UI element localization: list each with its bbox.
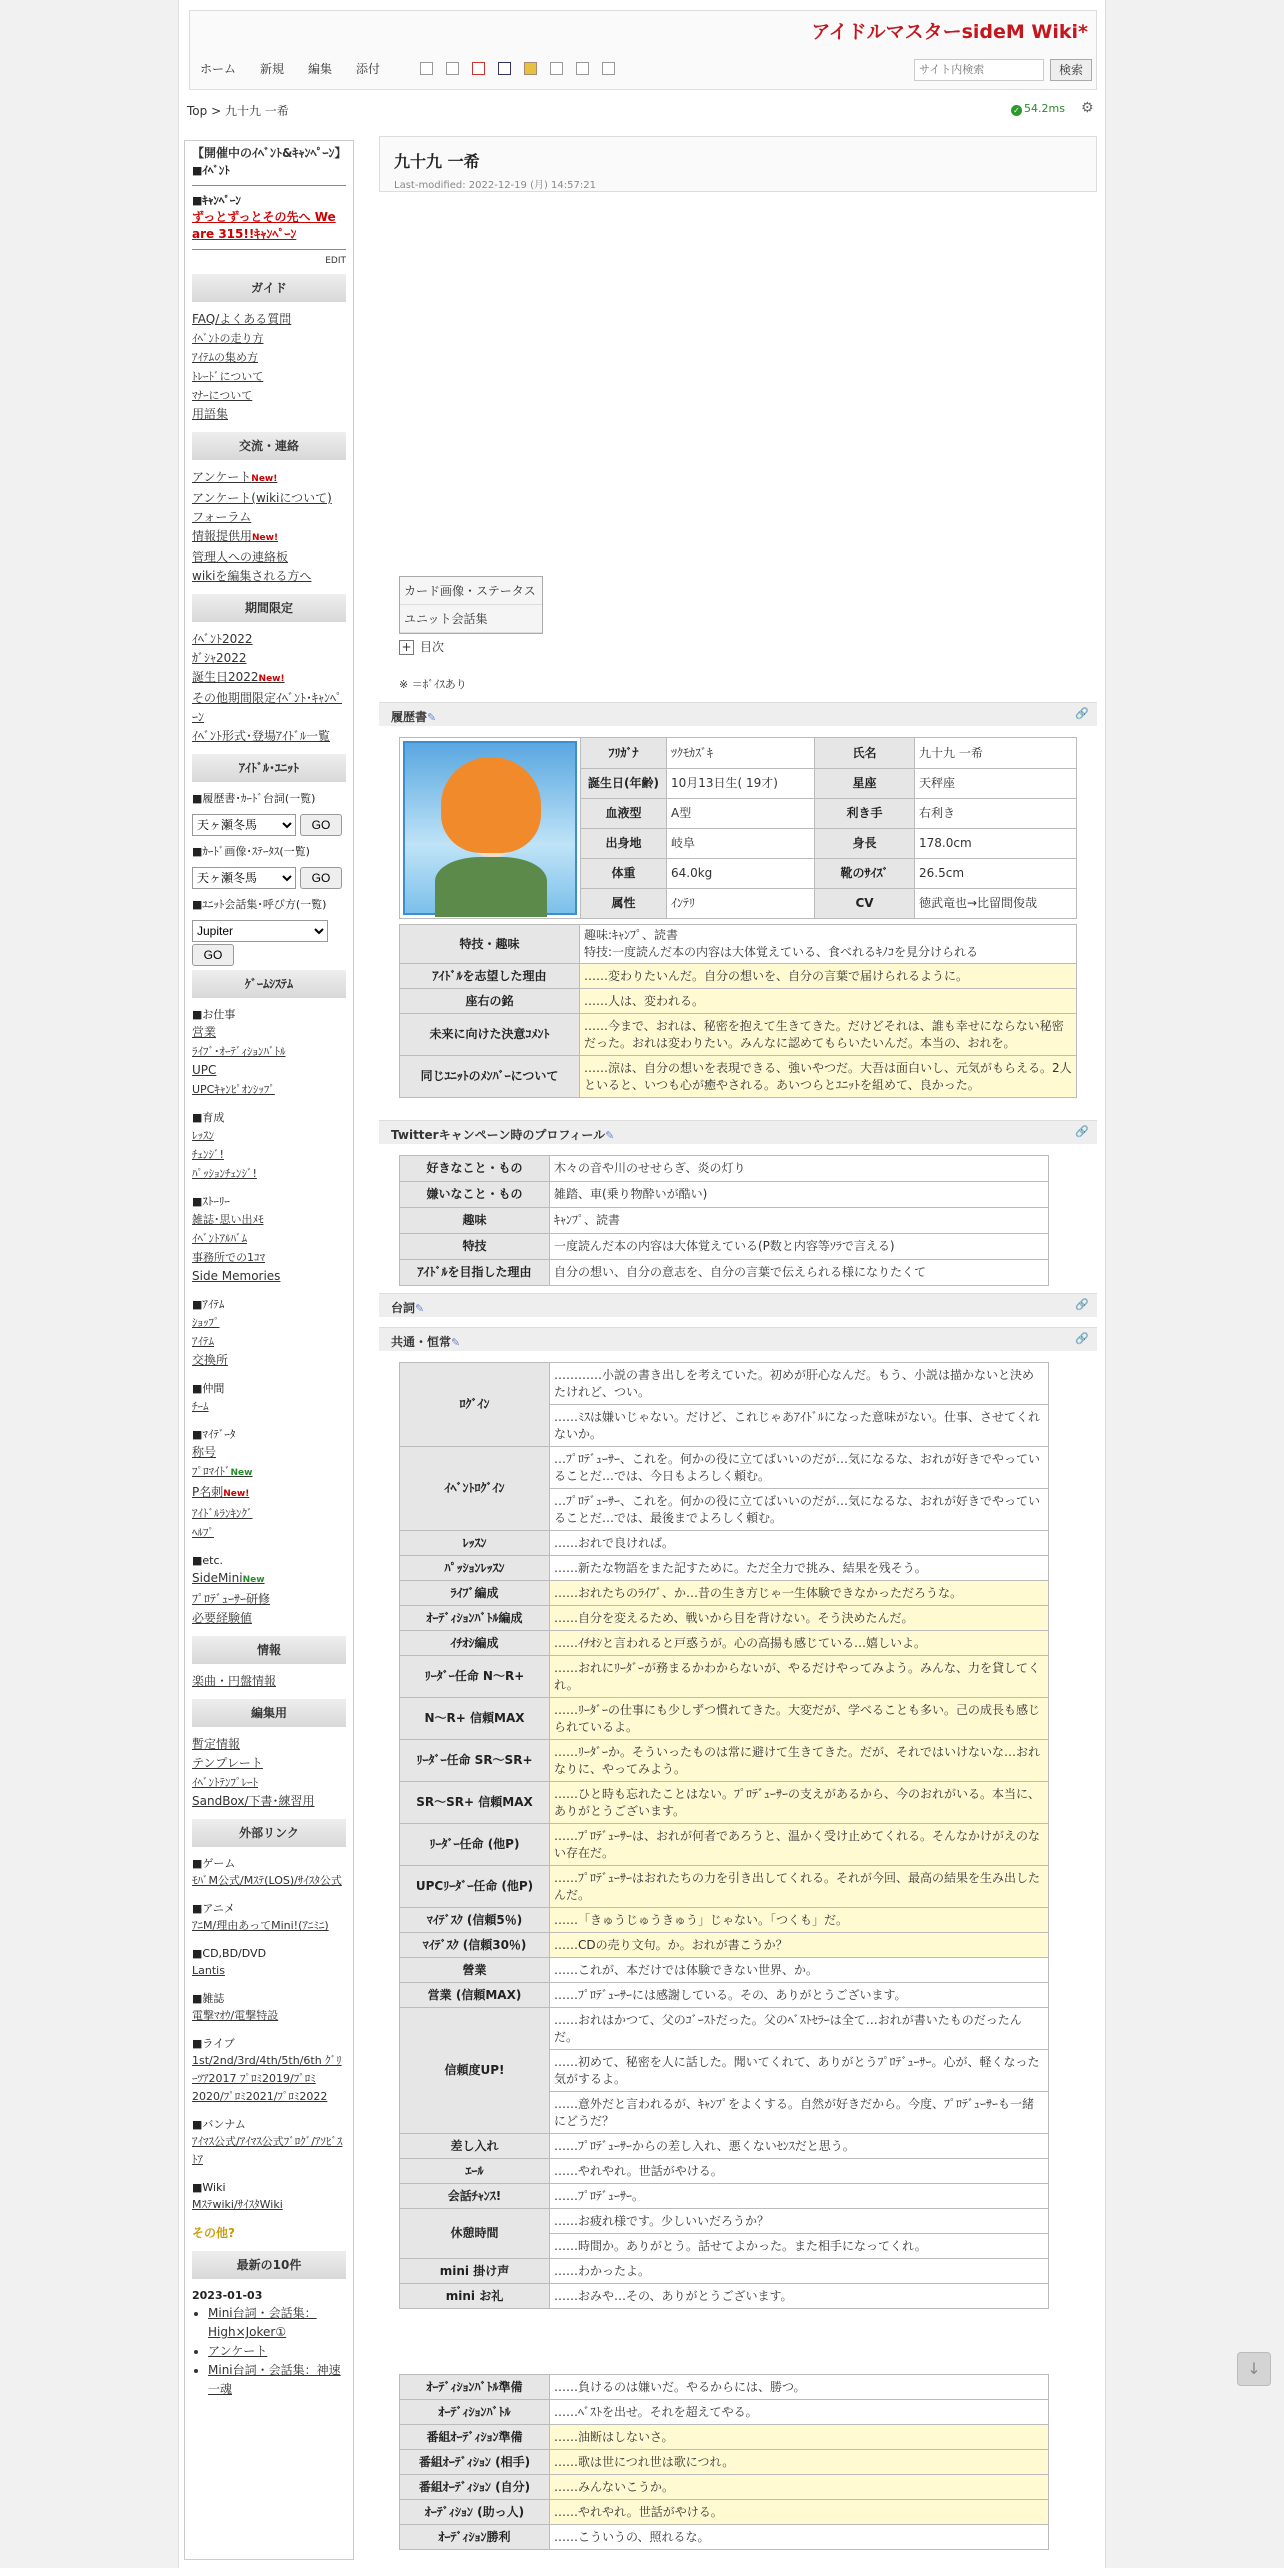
line-key: ﾏｲﾃﾞｽｸ (信頼30％) (400, 1933, 550, 1958)
nav-edit[interactable]: 編集 (308, 62, 333, 76)
top-nav (200, 60, 404, 77)
line-key: mini お礼 (400, 2284, 550, 2309)
link-unit-talk[interactable]: ユニット会話集 (400, 605, 542, 633)
line-value: ……油断はしないさ。 (550, 2425, 1049, 2450)
title-box (379, 136, 1097, 192)
sidebar-link[interactable]: P名刺New! (192, 1485, 250, 1499)
sidebar-link[interactable]: フォーラム (192, 510, 252, 524)
breadcrumb-page: 九十九 一希 (224, 104, 289, 118)
line-value: ……おれで良ければ。 (550, 1531, 1049, 1556)
idol-sub-label: ■ﾕﾆｯﾄ会話集･呼び方(一覧) (192, 898, 327, 911)
line-value: ……初めて、秘密を人に話した。聞いてくれて、ありがとうﾌﾟﾛﾃﾞｭｰｻｰ。心が、軽くなった気がするよ。 (550, 2050, 1049, 2092)
sidebar-link[interactable]: wikiを編集される方へ (192, 569, 312, 583)
sidebar-link[interactable]: ｱｲﾄﾞﾙﾗﾝｷﾝｸﾞ (192, 1507, 253, 1520)
list-icon[interactable] (550, 62, 563, 75)
sidebar-link[interactable]: 楽曲・円盤情報 (192, 1674, 277, 1688)
portrait-cell (400, 738, 581, 919)
grow-label: ■育成 (192, 1111, 225, 1124)
line-key: 会話ﾁｬﾝｽ! (400, 2184, 550, 2209)
sidebar-link[interactable]: UPCｷｬﾝﾋﾟｵﾝｼｯﾌﾟ (192, 1083, 275, 1096)
sidebar-link[interactable]: 事務所での1ｺﾏ (192, 1251, 265, 1264)
line-key: SR～SR+ 信頼MAX (400, 1782, 550, 1824)
external-link[interactable]: ｱﾆM/理由あってMini!(ｱﾆﾐﾆ) (192, 1919, 329, 1932)
copy-icon[interactable] (420, 62, 433, 75)
lines-table-2 (399, 2374, 1049, 2550)
sidebar-link[interactable]: ﾁｰﾑ (192, 1400, 209, 1413)
line-key: 營業 (400, 1958, 550, 1983)
twitter-value: 雑踏、車(乗り物酔いが酷い) (550, 1182, 1049, 1208)
line-key: ｵｰﾃﾞｨｼｮﾝ勝利 (400, 2525, 550, 2550)
line-key: ﾏｲﾃﾞｽｸ (信頼5％) (400, 1908, 550, 1933)
line-value: ……ﾌﾟﾛﾃﾞｭｰｻｰからの差し入れ、悪くないｾﾝｽだと思う。 (550, 2134, 1049, 2159)
gear-icon[interactable]: ⚙ (1081, 100, 1094, 116)
twitter-value: 自分の想い、自分の意志を、自分の言葉で伝えられる様になりたくて (550, 1260, 1049, 1286)
page-links (399, 576, 543, 634)
line-value: ……「きゅうじゅうきゅう」じゃない。「つくも」だ。 (550, 1908, 1049, 1933)
sonota-link[interactable]: その他? (192, 2226, 235, 2240)
campaign-link[interactable]: ずっとずっとその先へ We are 315!!ｷｬﾝﾍﾟｰﾝ (192, 210, 336, 241)
idol-select-2[interactable] (192, 867, 296, 889)
sidebar-link[interactable]: テンプレート (192, 1756, 263, 1770)
recent-icon[interactable] (576, 62, 589, 75)
nav-attach[interactable]: 添付 (356, 62, 381, 76)
twitter-key: ｱｲﾄﾞﾙを目指した理由 (400, 1260, 550, 1286)
help-icon[interactable] (602, 62, 615, 75)
toc[interactable]: + 目次 (399, 638, 444, 655)
sidebar-link[interactable]: Side Memories (192, 1269, 281, 1283)
sidebar-link[interactable]: ﾊﾟｯｼｮﾝﾁｪﾝｼﾞ! (192, 1167, 257, 1180)
line-key: ｵｰﾃﾞｨｼｮﾝﾊﾞﾄﾙ編成 (400, 1606, 550, 1631)
line-value: ……おれはかつて、父のｺﾞｰｽﾄだった。父のﾍﾞｽﾄｾﾗｰは全て…おれが書いたものだったんだ。 (550, 2008, 1049, 2050)
sidebar-link[interactable]: 情報提供用New! (192, 529, 279, 543)
line-key: ﾘｰﾀﾞｰ任命 (他P) (400, 1824, 550, 1866)
line-value: ……ﾌﾟﾛﾃﾞｭｰｻｰには感謝している。その、ありがとうございます。 (550, 1983, 1049, 2008)
toolbar-icons (420, 62, 615, 75)
edit-pen-icon[interactable]: ✎ (605, 1129, 615, 1142)
line-value: ……やれやれ。世話がやける。 (550, 2500, 1049, 2525)
line-key: ﾚｯｽﾝ (400, 1531, 550, 1556)
game-heading: ｹﾞｰﾑｼｽﾃﾑ (192, 970, 346, 998)
line-value: ……おれたちのﾗｲﾌﾞ、か…昔の生き方じゃ一生体験できなかっただろうな。 (550, 1581, 1049, 1606)
line-value: ……ﾍﾞｽﾄを出せ。それを超えてやる。 (550, 2400, 1049, 2425)
line-value: ……お疲れ様です。少しいいだろうか？ (550, 2209, 1049, 2234)
line-value: ……ﾌﾟﾛﾃﾞｭｰｻｰは、おれが何者であろうと、温かく受け止めてくれる。そんなかけがえのない存在だ。 (550, 1824, 1049, 1866)
line-value: ……CDの売り文句。か。おれが書こうか？ (550, 1933, 1049, 1958)
search-input[interactable] (914, 59, 1044, 81)
breadcrumb-top[interactable]: Top (187, 104, 208, 118)
guide-list (192, 310, 346, 424)
edit-pen-icon[interactable]: ✎ (427, 711, 437, 724)
line-key: UPCﾘｰﾀﾞｰ任命 (他P) (400, 1866, 550, 1908)
sidebar-link[interactable]: ﾌﾟﾛﾃﾞｭｰｻｰ研修 (192, 1592, 271, 1606)
sidebar-link[interactable]: ｲﾍﾞﾝﾄ形式･登場ｱｲﾄﾞﾙ一覧 (192, 729, 331, 743)
sidebar-link[interactable]: SandBox/下書･練習用 (192, 1794, 315, 1808)
voice-note: ※ ＝ﾎﾞｲｽあり (399, 678, 467, 691)
line-value: ……わかったよ。 (550, 2259, 1049, 2284)
line-value: ……ﾐｽは嫌いじゃない。だけど、これじゃあｱｲﾄﾞﾙになった意味がない。仕事、させてくれないか。 (550, 1405, 1049, 1447)
twitter-value: 木々の音や川のせせらぎ、炎の灯り (550, 1156, 1049, 1182)
plus-icon[interactable]: + (399, 640, 414, 655)
page-wrapper (178, 0, 1261, 2568)
rename-icon[interactable] (446, 62, 459, 75)
item-label: ■ｱｲﾃﾑ (192, 1298, 225, 1311)
lines-table (399, 1362, 1049, 2309)
page-title: 九十九 一希 (394, 152, 480, 171)
external-label: ■雑誌 (192, 1992, 225, 2005)
profile-table: ﾌﾘｶﾞﾅ ﾂｸﾓｶｽﾞｷ 氏名 九十九 一希 誕生日(年齢) 10月13日生( 19才) 星座 天秤座 血液型 A型 利き手 右利き 出身地 岐阜 身長 178.0cm 体重 64.0kg 靴のｻｲｽﾞ 26.5cm 属性 ｲﾝﾃﾘ CV 徳武竜也→比留間俊哉 (399, 737, 1077, 919)
idol-sub-label: ■履歴書･ｶｰﾄﾞ台詞(一覧) (192, 792, 316, 805)
comm-heading: 交流・連絡 (192, 432, 346, 460)
line-value: ……おみや…その、ありがとうございます。 (550, 2284, 1049, 2309)
anchor-link-icon[interactable]: 🔗 (1075, 1332, 1089, 1345)
line-key: 差し入れ (400, 2134, 550, 2159)
sidebar-link[interactable]: ﾏﾅｰについて (192, 389, 253, 402)
line-key: ﾊﾟｯｼｮﾝﾚｯｽﾝ (400, 1556, 550, 1581)
external-label: ■CD,BD/DVD (192, 1947, 267, 1960)
sidebar-link[interactable]: 称号 (192, 1445, 217, 1459)
diff-icon[interactable] (472, 62, 485, 75)
edit-link[interactable]: EDIT (325, 256, 346, 266)
sidebar-link[interactable]: ﾁｪﾝｼﾞ! (192, 1148, 224, 1161)
line-key: ｵｰﾃﾞｨｼｮﾝﾊﾞﾄﾙ準備 (400, 2375, 550, 2400)
etc-label: ■etc. (192, 1554, 224, 1567)
line-value: ……おれにﾘｰﾀﾞｰが務まるかわからないが、やるだけやってみよう。みんな、力を貸してくれ。 (550, 1656, 1049, 1698)
line-value: …………小説の書き出しを考えていた。初めが肝心なんだ。もう、小説は描かないと決めたけれど、つい。 (550, 1363, 1049, 1405)
twitter-profile-table (399, 1155, 1049, 1286)
line-key: 信頼度UP! (400, 2008, 550, 2134)
sidebar-link[interactable]: ｱｲﾃﾑ (192, 1335, 214, 1348)
campaign-label: ■ｷｬﾝﾍﾟｰﾝ (192, 194, 241, 207)
recent-link[interactable]: • アンケート (208, 2344, 268, 2358)
idol-sub-label: ■ｶｰﾄﾞ画像･ｽﾃｰﾀｽ(一覧) (192, 845, 310, 858)
line-value: ……新たな物語をまた記すために。ただ全力で挑み、結果を残そう。 (550, 1556, 1049, 1581)
nakama-label: ■仲間 (192, 1382, 225, 1395)
twitter-key: 特技 (400, 1234, 550, 1260)
sidebar-link[interactable]: ｶﾞｼｬ2022 (192, 651, 247, 665)
external-link[interactable]: Lantis (192, 1964, 225, 1977)
external-label: ■アニメ (192, 1902, 235, 1915)
editor-heading: 編集用 (192, 1699, 346, 1727)
external-link[interactable]: ｱｲﾏｽ公式/ｱｲﾏｽ公式ﾌﾞﾛｸﾞ/ｱｿﾋﾞｽﾄｱ (192, 2135, 343, 2166)
sidebar-link[interactable]: アンケート(wikiについて) (192, 491, 332, 505)
nav-new[interactable]: 新規 (260, 62, 285, 76)
external-label: ■ライブ (192, 2037, 235, 2050)
sidebar-link[interactable]: ｲﾍﾞﾝﾄｱﾙﾊﾞﾑ (192, 1232, 247, 1245)
sidebar-link[interactable]: ｲﾍﾞﾝﾄの走り方 (192, 332, 264, 345)
sidebar-link[interactable]: ﾗｲﾌﾞ･ｵｰﾃﾞｨｼｮﾝﾊﾞﾄﾙ (192, 1045, 286, 1058)
anchor-link-icon[interactable]: 🔗 (1075, 707, 1089, 720)
sidebar-link[interactable]: その他期間限定ｲﾍﾞﾝﾄ･ｷｬﾝﾍﾟｰﾝ (192, 691, 343, 724)
line-key: ｴｰﾙ (400, 2159, 550, 2184)
sidebar-link[interactable]: 管理人への連絡板 (192, 550, 289, 564)
external-link[interactable]: 電撃ﾏｵｳ/電撃特設 (192, 2009, 279, 2022)
check-icon: ✓ (1011, 105, 1022, 116)
twitter-value: ｷｬﾝﾌﾟ、読書 (550, 1208, 1049, 1234)
scroll-down-button[interactable]: ↓ (1237, 2352, 1271, 2386)
line-value: …ﾌﾟﾛﾃﾞｭｰｻｰ、これを。何かの役に立てばいいのだが…気になるな、おれが好きでやっていることだ…では、今日もよろしく頼む。 (550, 1447, 1049, 1489)
recent-date: 2023-01-03 (192, 2289, 263, 2302)
info-heading: 情報 (192, 1636, 346, 1664)
line-key: 休憩時間 (400, 2209, 550, 2259)
line-value: ……やれやれ。世話がやける。 (550, 2159, 1049, 2184)
section-serifu: 台詞✎ 🔗 (379, 1293, 1097, 1317)
event-label: ■ｲﾍﾞﾝﾄ (192, 164, 230, 177)
anchor-link-icon[interactable]: 🔗 (1075, 1298, 1089, 1311)
backup-icon[interactable] (498, 62, 511, 75)
line-value: …ﾌﾟﾛﾃﾞｭｰｻｰ、これを。何かの役に立てばいいのだが…気になるな、おれが好きでやっていることだ…では、最後までよろしく頼む。 (550, 1489, 1049, 1531)
line-key: mini 掛け声 (400, 2259, 550, 2284)
line-key: ｲﾍﾞﾝﾄﾛｸﾞｲﾝ (400, 1447, 550, 1531)
sidebar-link[interactable]: ﾚｯｽﾝ (192, 1129, 214, 1142)
go-button[interactable]: GO (300, 867, 342, 889)
sidebar-link[interactable]: ｲﾍﾞﾝﾄﾃﾝﾌﾟﾚｰﾄ (192, 1776, 258, 1789)
sidebar-link[interactable]: 交換所 (192, 1353, 229, 1367)
twitter-value: 一度読んだ本の内容は大体覚えている(P数と内容等ｿﾗで言える) (550, 1234, 1049, 1260)
line-value: ……これが、本だけでは体験できない世界、か。 (550, 1958, 1049, 1983)
sidebar-link[interactable]: SideMiniNew (192, 1571, 265, 1585)
line-key: ﾗｲﾌﾞ編成 (400, 1581, 550, 1606)
sidebar-link[interactable]: ﾍﾙﾌﾟ (192, 1526, 214, 1539)
nav-home[interactable]: ホーム (200, 62, 237, 76)
line-value: ……ひと時も忘れたことはない。ﾌﾟﾛﾃﾞｭｰｻｰの支えがあるから、今のおれがいる。本当に、ありがとうございます。 (550, 1782, 1049, 1824)
link-card-status[interactable]: カード画像・ステータス (400, 577, 542, 605)
line-value: ……意外だと言われるが、ｷｬﾝﾌﾟをよくする。自然が好きだから。今度、ﾌﾟﾛﾃﾞｭｰｻｰも一緒にどうだ？ (550, 2092, 1049, 2134)
line-value: ……みんないこうか。 (550, 2475, 1049, 2500)
sidebar-link[interactable]: ﾌﾟﾛﾏｲﾄﾞNew (192, 1465, 253, 1478)
recent-link[interactable]: • Mini台詞・会話集：High×Joker① (208, 2306, 317, 2339)
sidebar-link[interactable]: 誕生日2022New! (192, 670, 285, 684)
go-button[interactable]: GO (192, 944, 234, 966)
edit-pen-icon[interactable]: ✎ (451, 1336, 461, 1349)
sidebar-link[interactable]: 必要経験値 (192, 1611, 253, 1625)
line-value: ……ﾘｰﾀﾞｰか。そういったものは常に避けて生きてきた。だが、それではいけないな…おれなりに、やってみよう。 (550, 1740, 1049, 1782)
lock-icon[interactable] (524, 62, 537, 75)
anchor-link-icon[interactable]: 🔗 (1075, 1125, 1089, 1138)
sidebar-link[interactable]: 営業 (192, 1025, 217, 1039)
twitter-key: 好きなこと・もの (400, 1156, 550, 1182)
line-key: 営業 (信頼MAX) (400, 1983, 550, 2008)
sidebar-link[interactable]: アンケートNew! (192, 470, 278, 484)
line-value: ……自分を変えるため、戦いから目を背けない。そう決めたんだ。 (550, 1606, 1049, 1631)
edit-pen-icon[interactable]: ✎ (415, 1302, 425, 1315)
breadcrumb (187, 102, 289, 119)
sidebar-link[interactable]: UPC (192, 1063, 217, 1077)
sidebar-link[interactable]: FAQ/よくある質問 (192, 312, 292, 326)
guide-heading: ガイド (192, 274, 346, 302)
external-heading: 外部リンク (192, 1819, 346, 1847)
line-value: ……時間か。ありがとう。話せてよかった。また相手になってくれ。 (550, 2234, 1049, 2259)
external-link[interactable]: 1st/2nd/3rd/4th/5th/6th ｸﾞﾘｰﾂｱ2017 ﾌﾟﾛﾐ2019/ﾌﾟﾛﾐ2020/ﾌﾟﾛﾐ2021/ﾌﾟﾛﾐ2022 (192, 2054, 342, 2103)
external-links (192, 1855, 346, 2214)
site-title[interactable]: アイドルマスターsideM Wiki* (811, 21, 1088, 43)
mydata-label: ■ﾏｲﾃﾞｰﾀ (192, 1428, 236, 1441)
line-value: ……ﾘｰﾀﾞｰの仕事にも少しずつ慣れてきた。大変だが、学べることも多い。己の成長も感じられているよ。 (550, 1698, 1049, 1740)
limit-heading: 期間限定 (192, 594, 346, 622)
line-key: 番組ｵｰﾃﾞｨｼｮﾝ (自分) (400, 2475, 550, 2500)
idol-select-1[interactable] (192, 814, 296, 836)
sidebar-link[interactable]: ｲﾍﾞﾝﾄ2022 (192, 632, 253, 646)
line-key: ｵｰﾃﾞｨｼｮﾝ (助っ人) (400, 2500, 550, 2525)
external-link[interactable]: Mｽﾃwiki/ｻｲｽﾀWiki (192, 2198, 283, 2211)
go-button[interactable]: GO (300, 814, 342, 836)
sidebar (184, 140, 354, 2560)
twitter-key: 嫌いなこと・もの (400, 1182, 550, 1208)
line-key: ｵｰﾃﾞｨｼｮﾝﾊﾞﾄﾙ (400, 2400, 550, 2425)
external-label: ■バンナム (192, 2118, 246, 2131)
unit-select[interactable] (192, 920, 328, 942)
line-value: ……こういうの、照れるな。 (550, 2525, 1049, 2550)
sidebar-link[interactable]: 雑誌･思い出ﾒﾓ (192, 1213, 264, 1226)
line-value: ……ｲﾁｵｼと言われると戸惑うが。心の高揚も感じている…嬉しいよ。 (550, 1631, 1049, 1656)
line-key: N～R+ 信頼MAX (400, 1698, 550, 1740)
external-link[interactable]: ﾓﾊﾞM公式/Mｽﾃ(LOS)/ｻｲｽﾀ公式 (192, 1874, 342, 1887)
last-modified: Last-modified: 2022-12-19 (月) 14:57:21 (394, 180, 596, 191)
profile-detail-table: 特技・趣味 趣味:ｷｬﾝﾌﾟ、読書 特技:一度読んだ本の内容は大体覚えている、食べれるｷﾉｺを見分けられる ｱｲﾄﾞﾙを志望した理由 ……変わりたいんだ。自分の想いを、自分の言葉で届けられるように。 座右の銘 ……人は、変われる。 未来に向けた決意ｺﾒﾝﾄ ……今まで、おれは、秘密を抱えて生きてきた。だけどそれは、誰も幸せにならない秘密だった。おれは変わりたい。みんなに認めてもらいたいんだ。本当の、おれを。 同じﾕﾆｯﾄのﾒﾝﾊﾞｰについて ……涼は、自分の想いを表現できる、強いやつだ。大吾は面白いし、元気がもらえる。2人といると、いつも心が癒やされる。あいつらとﾕﾆｯﾄを組めて、良かった。 (399, 924, 1077, 1098)
story-label: ■ｽﾄｰﾘｰ (192, 1195, 230, 1208)
line-value: ……負けるのは嫌いだ。やるからには、勝つ。 (550, 2375, 1049, 2400)
line-value: ……歌は世につれ世は歌につれ。 (550, 2450, 1049, 2475)
render-time: ✓ 54.2ms (1011, 102, 1065, 116)
sidebar-link[interactable]: ﾄﾚｰﾄﾞについて (192, 370, 264, 383)
search-button[interactable]: 検索 (1050, 59, 1092, 81)
external-label: ■Wiki (192, 2181, 226, 2194)
line-value: ……ﾌﾟﾛﾃﾞｭｰｻｰ。 (550, 2184, 1049, 2209)
sidebar-link[interactable]: ｱｲﾃﾑの集め方 (192, 351, 258, 364)
section-twitter: Twitterキャンペーン時のプロフィール✎ 🔗 (379, 1120, 1097, 1144)
sidebar-link[interactable]: 暫定情報 (192, 1737, 241, 1751)
breadcrumb-separator: > (207, 104, 225, 118)
work-label: ■お仕事 (192, 1008, 236, 1021)
event-heading: 【開催中のｲﾍﾞﾝﾄ&ｷｬﾝﾍﾟｰﾝ】 (192, 146, 347, 160)
line-key: 番組ｵｰﾃﾞｨｼｮﾝ (相手) (400, 2450, 550, 2475)
line-key: ﾛｸﾞｲﾝ (400, 1363, 550, 1447)
line-key: ﾘｰﾀﾞｰ任命 N～R+ (400, 1656, 550, 1698)
sidebar-link[interactable]: ｼｮｯﾌﾟ (192, 1316, 220, 1329)
character-portrait (403, 741, 577, 915)
section-rireki: 履歴書✎ 🔗 (379, 702, 1097, 726)
twitter-key: 趣味 (400, 1208, 550, 1234)
line-key: ｲﾁｵｼ編成 (400, 1631, 550, 1656)
recent-heading: 最新の10件 (192, 2251, 346, 2279)
line-key: 番組ｵｰﾃﾞｨｼｮﾝ準備 (400, 2425, 550, 2450)
recent-link[interactable]: • Mini台詞・会話集：神速一魂 (208, 2363, 341, 2396)
section-common: 共通・恒常✎ 🔗 (379, 1327, 1097, 1351)
idol-heading: ｱｲﾄﾞﾙ･ﾕﾆｯﾄ (192, 754, 346, 782)
line-key: ﾘｰﾀﾞｰ任命 SR～SR+ (400, 1740, 550, 1782)
line-value: ……ﾌﾟﾛﾃﾞｭｰｻｰはおれたちの力を引き出してくれる。それが今回、最高の結果を生み出したんだ。 (550, 1866, 1049, 1908)
external-label: ■ゲーム (192, 1857, 236, 1870)
sidebar-link[interactable]: 用語集 (192, 407, 229, 421)
site-header (189, 10, 1097, 90)
